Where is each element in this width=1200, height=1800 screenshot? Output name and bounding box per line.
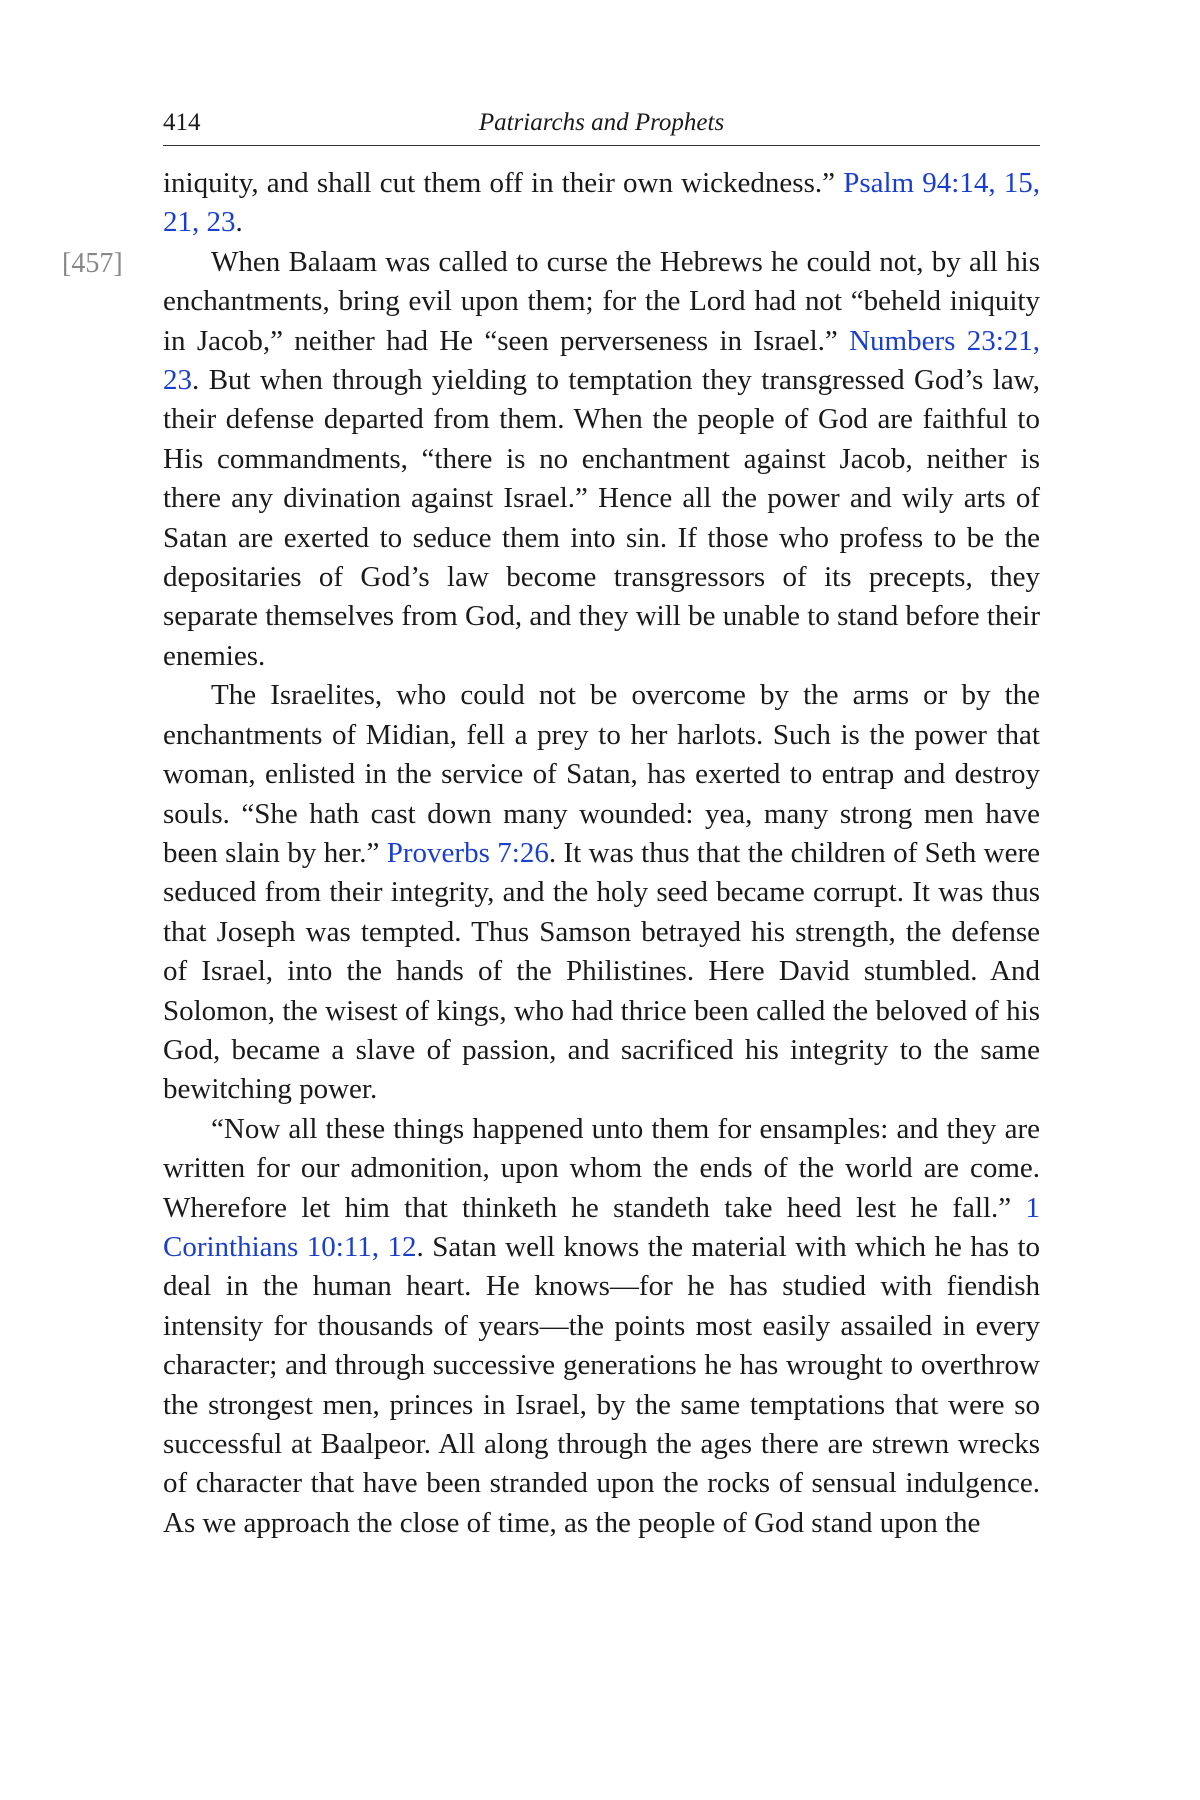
- running-header: [163, 105, 1040, 146]
- paragraph-text: “Now all these things happened unto them for ensamples: and they are written for our admonition, upon whom the ends of the world are come. Wherefore let him that thinketh he standeth take heed lest he fall.”: [163, 1112, 1040, 1224]
- paragraph-text: . But when through yielding to temptation they transgressed God’s law, their defense departed from them. When the people of God are faithful to His commandments, “there is no enchantment against Jacob, neither is there any divination against Israel.” Hence all the power and wily arts of Satan are exerted to seduce them into sin. If those who profess to be the depositaries of God’s law become transgressors of its precepts, they separate themselves from God, and they will be unable to stand before their enemies.: [163, 364, 1040, 672]
- scripture-link-numbers[interactable]: Numbers 23:21, 23: [163, 324, 1041, 397]
- paragraph-continuation: [163, 164, 1040, 243]
- paragraph: [163, 243, 1040, 676]
- scripture-link-corinthians[interactable]: 1 Corinthians 10:11, 12: [163, 1191, 1040, 1263]
- paragraph-text: .: [235, 206, 243, 239]
- paragraph: [163, 676, 1040, 1109]
- running-title: Patriarchs and Prophets: [478, 109, 725, 136]
- paragraph-text: The Israelites, who could not be overcome by the arms or by the enchantments of Midian, fell a prey to her harlots. Such is the power that woman, enlisted in the service of Satan, has exerted to entrap and destroy souls. “She hath cast down many wounded: yea, many strong men have been slain by her.”: [163, 679, 1040, 869]
- paragraph-text: iniquity, and shall cut them off in their own wickedness.”: [163, 167, 835, 199]
- scripture-link-psalm[interactable]: Psalm 94:14, 15, 21, 23: [163, 167, 1040, 239]
- paragraph-text: When Balaam was called to curse the Hebrews he could not, by all his enchantments, bring evil upon them; for the Lord had not “beheld iniquity in Jacob,” neither had He “seen perverseness in Israel.”: [163, 245, 1040, 357]
- paragraph-text: . It was thus that the children of Seth were seduced from their integrity, and the holy seed became corrupt. It was thus that Joseph was tempted. Thus Samson betrayed his strength, the defense of Israel, into the hands of the Philistines. Here David stumbled. And Solomon, the wisest of kings, who had thrice been called the beloved of his God, became a slave of passion, and sacrificed his integrity to the same bewitching power.: [163, 836, 1040, 1106]
- paragraph-text: . Satan well knows the material with which he has to deal in the human heart. He knows—for he has studied with fiendish intensity for thousands of years—the points most easily assailed in every character; and through successive generations he has wrought to overthrow the strongest men, princes in Israel, by the same temptations that were so successful at Baalpeor. All along through the ages there are strewn wrecks of character that have been stranded upon the rocks of sensual indulgence. As we approach the close of time, as the people of God stand upon the: [163, 1230, 1041, 1539]
- paragraph: [163, 1110, 1040, 1543]
- page-number: 414: [163, 109, 201, 136]
- body-text: [163, 164, 1040, 1543]
- scripture-link-proverbs[interactable]: Proverbs 7:26: [386, 836, 549, 869]
- original-page-reference: [457]: [62, 248, 123, 279]
